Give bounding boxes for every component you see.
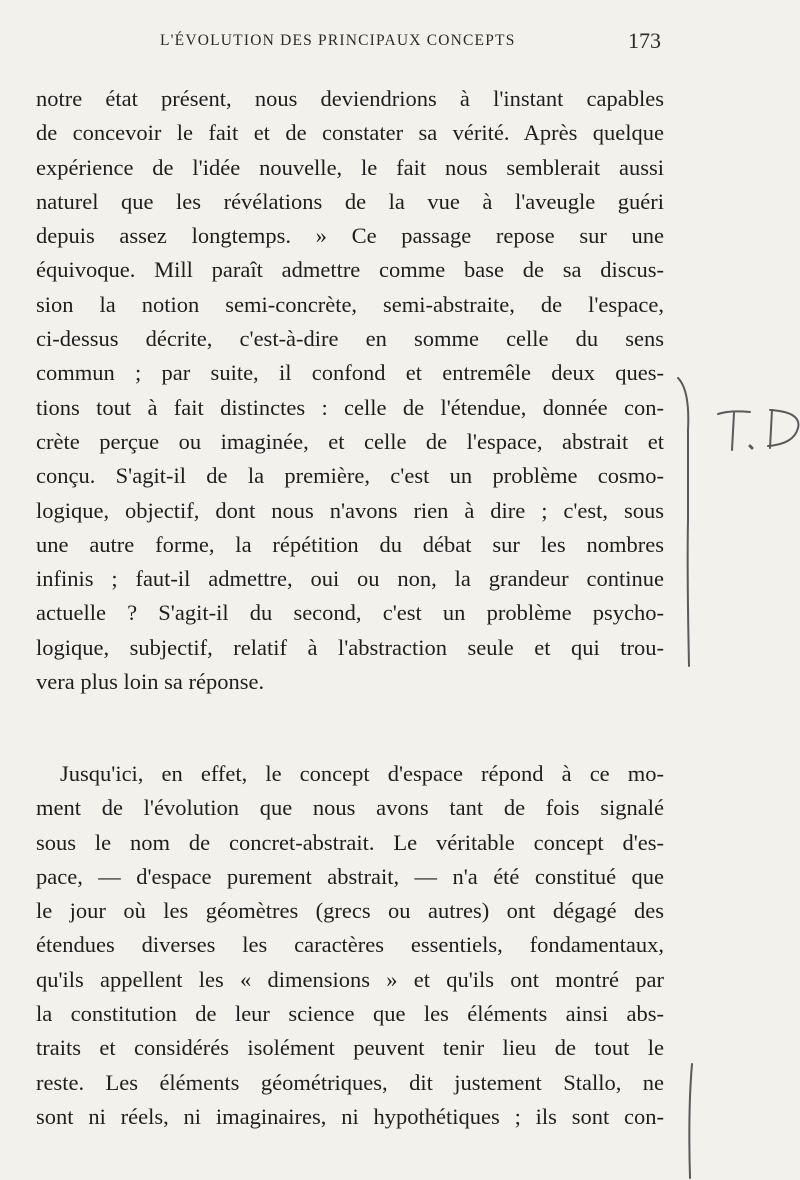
text-line: notre état présent, nous deviendrions à l'instant capables <box>36 86 664 111</box>
text-line: étendues diverses les caractères essentiels, fondamentaux, <box>36 932 664 958</box>
text-line: la constitution de leur science que les éléments ainsi abs- <box>36 1001 664 1027</box>
text-line: logique, subjectif, relatif à l'abstraction seule et qui trou- <box>36 634 664 660</box>
text-line: tions tout à fait distinctes : celle de l'étendue, donnée con- <box>36 394 664 420</box>
text-line: sion la notion semi-concrète, semi-abstraite, de l'espace, <box>36 291 664 317</box>
page-number: 173 <box>628 28 661 53</box>
text-line: de concevoir le fait et de constater sa vérité. Après quelque <box>36 120 664 146</box>
text-line: infinis ; faut-il admettre, oui ou non, la grandeur continue <box>36 566 664 592</box>
text-line: naturel que les révélations de la vue à l'aveugle guéri <box>36 188 664 214</box>
text-line: depuis assez longtemps. » Ce passage repose sur une <box>36 223 664 249</box>
text-line: expérience de l'idée nouvelle, le fait nous semblerait aussi <box>36 154 664 180</box>
text-line: ci-dessus décrite, c'est-à-dire en somme celle du sens <box>36 326 664 352</box>
text-line: conçu. S'agit-il de la première, c'est un problème cosmo- <box>36 463 664 489</box>
text-line: traits et considérés isolément peuvent tenir lieu de tout le <box>36 1035 664 1061</box>
text-line: sont ni réels, ni imaginaires, ni hypothétiques ; ils sont con- <box>36 1103 664 1129</box>
page-header <box>0 28 800 58</box>
running-title: L'ÉVOLUTION DES PRINCIPAUX CONCEPTS <box>160 32 516 49</box>
text-line: commun ; par suite, il confond et entremêle deux ques- <box>36 360 664 386</box>
text-line: équivoque. Mill paraît admettre comme base de sa discus- <box>36 257 664 283</box>
text-line: crète perçue ou imaginée, et celle de l'espace, abstrait et <box>36 428 664 454</box>
margin-bracket-upper <box>672 370 712 670</box>
text-line: une autre forme, la répétition du débat sur les nombres <box>36 531 664 557</box>
text-line: Jusqu'ici, en effet, le concept d'espace répond à ce mo- <box>60 761 664 786</box>
handwritten-annotation <box>710 402 800 462</box>
text-line: le jour où les géomètres (grecs ou autres) ont dégagé des <box>36 898 664 924</box>
text-line: reste. Les éléments géométriques, dit justement Stallo, ne <box>36 1069 664 1095</box>
text-line: qu'ils appellent les « dimensions » et qu'ils ont montré par <box>36 966 664 992</box>
text-line: logique, objectif, dont nous n'avons rien à dire ; c'est, sous <box>36 497 664 523</box>
handwritten-annotation-glyphs <box>710 402 800 462</box>
margin-bracket-lower <box>680 1060 710 1180</box>
paragraph-2 <box>36 757 664 1134</box>
text-line: actuelle ? S'agit-il du second, c'est un problème psycho- <box>36 600 664 626</box>
text-line: vera plus loin sa réponse. <box>36 669 265 695</box>
text-line: sous le nom de concret-abstrait. Le véritable concept d'es- <box>36 829 664 855</box>
text-line: ment de l'évolution que nous avons tant de fois signalé <box>36 795 664 821</box>
paragraph-1 <box>36 82 664 699</box>
text-line: pace, — d'espace purement abstrait, — n'a été constitué que <box>36 863 664 889</box>
